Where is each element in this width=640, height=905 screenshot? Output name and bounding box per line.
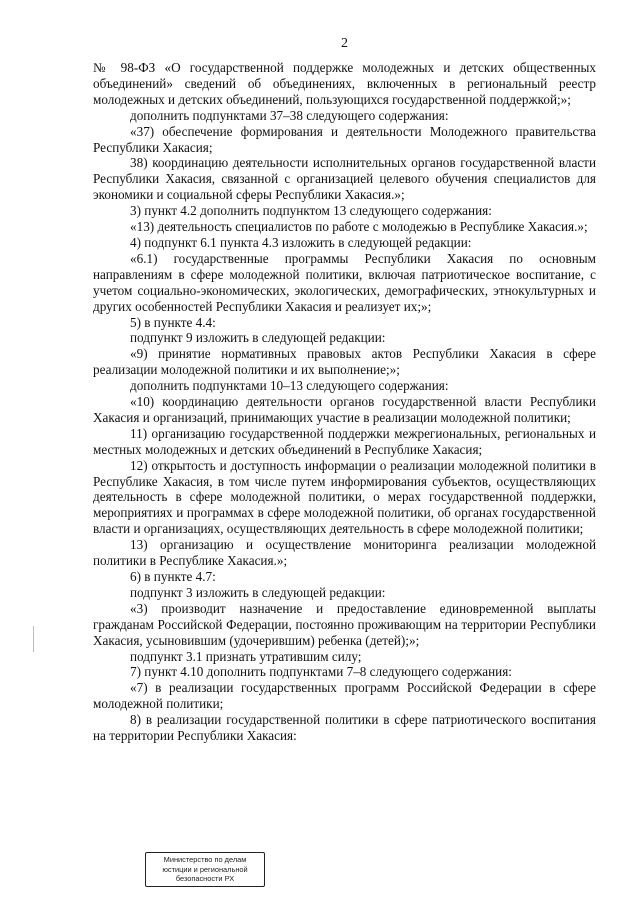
paragraph: подпункт 3.1 признать утратившим силу; <box>130 648 362 664</box>
paragraph: подпункт 9 изложить в следующей редакции: <box>130 330 386 346</box>
paragraph: 6) в пункте 4.7: <box>130 569 216 584</box>
paragraph: «7) в реализации государственных программ Российской Федерации в сфере молодежной политики; <box>93 680 596 712</box>
stamp-line: безопасности РХ <box>175 874 235 884</box>
paragraph: 12) открытость и доступность информации о реализации молодежной политики в Республике Хакасия, в том числе путем информирования субъектов, осуществляющих деятельность в сфере молодежной политики, о мерах государственной поддержки, мероприятиях и программах в сфере молодежной политики, об органах государственной власти и организациях, осуществляющих деятельность в сфере молодежной политики; <box>93 457 596 537</box>
paragraph: 8) в реализации государственной политики в сфере патриотического воспитания на территории Республики Хакасия: <box>93 712 596 744</box>
paragraph: 11) организацию государственной поддержки межрегиональных, региональных и местных молодежных и детских объединений в Республике Хакасия; <box>93 425 596 457</box>
paragraph: «37) обеспечение формирования и деятельности Молодежного правительства Республики Хакасия; <box>93 123 596 155</box>
paragraph: «9) принятие нормативных правовых актов Республики Хакасия в сфере реализации молодежной политики и их выполнение;»; <box>93 346 596 378</box>
paragraph: подпункт 3 изложить в следующей редакции: <box>130 584 386 600</box>
stamp-line: юстиции и региональной <box>162 864 248 874</box>
paragraph: 3) пункт 4.2 дополнить подпунктом 13 следующего содержания: <box>130 203 492 219</box>
paragraph: 38) координацию деятельности исполнительных органов государственной власти Республики Хакасия, связанной с организацией целевого обучения специалистов для экономики и социальной сферы Республики Хакасия.»; <box>93 155 596 203</box>
paragraph: «10) координацию деятельности органов государственной власти Республики Хакасия и организаций, принимающих участие в реализации молодежной политики; <box>93 394 596 425</box>
paragraph: № 98-ФЗ «О государственной поддержке молодежных и детских общественных объединений» сведений об объединениях, включенных в региональный реестр молодежных и детских объединений, пользующихся государственной поддержкой;»; <box>93 60 596 107</box>
paragraph: 13) организацию и осуществление мониторинга реализации молодежной политики в Республике Хакасия.»; <box>93 537 596 569</box>
stamp-line: Министерство по делам <box>163 855 247 864</box>
paragraph: 7) пункт 4.10 дополнить подпунктами 7–8 следующего содержания: <box>130 664 512 680</box>
paragraph: 4) подпункт 6.1 пункта 4.3 изложить в следующей редакции: <box>130 234 472 250</box>
paragraph: «3) производит назначение и предоставление единовременной выплаты гражданам Российской Федерации, постоянно проживающим на территории Республики Хакасия, усыновившим (удочерившим) ребенка (детей);»; <box>93 600 596 648</box>
document-body <box>93 60 596 744</box>
paragraph: 5) в пункте 4.4: <box>130 314 216 330</box>
page-number: 2 <box>341 36 348 51</box>
margin-mark <box>33 626 34 652</box>
paragraph: «13) деятельность специалистов по работе с молодежью в Республике Хакасия.»; <box>130 219 588 235</box>
ministry-stamp <box>145 852 265 887</box>
paragraph: дополнить подпунктами 10–13 следующего содержания: <box>130 378 449 394</box>
paragraph: «6.1) государственные программы Республики Хакасия по основным направлениям в сфере молодежной политики, включая патриотическое воспитание, с учетом социально-экономических, экологических, демографических, этнокультурных и других особенностей Республики Хакасия и реализует их;»; <box>93 250 596 314</box>
paragraph: дополнить подпунктами 37–38 следующего содержания: <box>130 107 449 123</box>
